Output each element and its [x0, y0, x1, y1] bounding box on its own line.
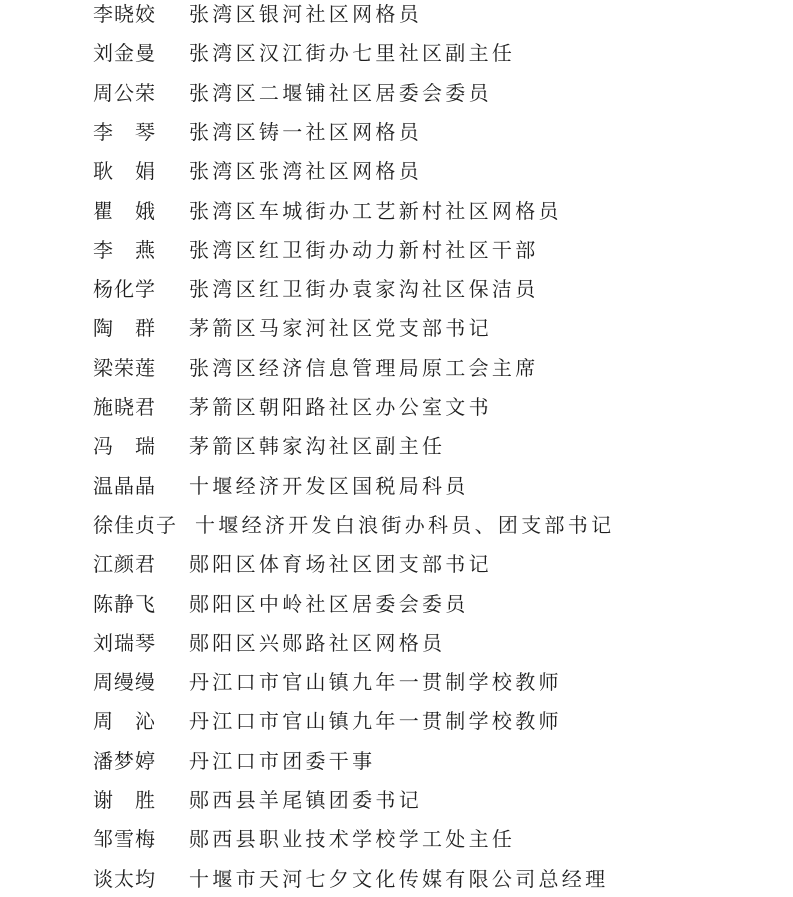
list-item [0, 307, 793, 346]
person-name: 周 沁 [93, 709, 156, 734]
person-name: 刘金曼 [93, 41, 156, 66]
person-position: 郧西县职业技术学校学工处主任 [189, 827, 516, 852]
person-position: 张湾区铸一社区网格员 [189, 119, 422, 144]
list-item [0, 425, 793, 464]
person-name: 李晓姣 [93, 2, 156, 26]
list-item [0, 583, 793, 622]
person-name: 江颜君 [93, 552, 156, 577]
list-item [0, 268, 793, 307]
person-position: 茅箭区韩家沟社区副主任 [189, 434, 446, 459]
list-item [0, 347, 793, 386]
person-name: 陶 群 [93, 316, 156, 341]
person-position: 丹江口市官山镇九年一贯制学校教师 [189, 670, 562, 695]
person-position: 张湾区张湾社区网格员 [189, 159, 422, 184]
person-name: 施晓君 [93, 395, 156, 419]
person-name: 耿 娟 [93, 159, 156, 184]
list-item [0, 32, 793, 71]
list-item [0, 818, 793, 857]
person-name: 潘梦婷 [93, 748, 156, 773]
person-position: 十堰经济开发区国税局科员 [189, 473, 469, 498]
person-position: 丹江口市团委干事 [189, 748, 376, 773]
person-position: 张湾区红卫街办动力新村社区干部 [189, 237, 539, 262]
list-item [0, 543, 793, 582]
list-item [0, 229, 793, 268]
person-name: 刘瑞琴 [93, 630, 156, 655]
person-position: 郧西县羊尾镇团委书记 [189, 788, 422, 812]
person-name: 李 琴 [93, 119, 156, 144]
person-position: 郧阳区兴郧路社区网格员 [189, 630, 446, 655]
person-name: 李 燕 [93, 237, 156, 262]
list-item [0, 858, 793, 897]
person-position: 茅箭区马家河社区党支部书记 [189, 316, 492, 341]
person-position: 十堰经济开发白浪街办科员、团支部书记 [195, 512, 615, 537]
list-item [0, 72, 793, 111]
person-position: 丹江口市官山镇九年一贯制学校教师 [189, 709, 562, 734]
person-position: 郧阳区中岭社区居委会委员 [189, 591, 469, 616]
list-item [0, 190, 793, 229]
person-name: 杨化学 [93, 277, 156, 302]
list-item [0, 504, 793, 543]
list-item [0, 150, 793, 189]
person-position: 郧阳区体育场社区团支部书记 [189, 552, 492, 577]
person-name: 徐佳贞子 [93, 512, 177, 537]
person-name: 周公荣 [93, 80, 156, 105]
person-position: 张湾区银河社区网格员 [189, 2, 422, 26]
list-item [0, 0, 793, 32]
list-item [0, 465, 793, 504]
person-name: 冯 瑞 [93, 434, 156, 459]
person-position: 十堰市天河七夕文化传媒有限公司总经理 [189, 866, 609, 891]
person-name: 谈太均 [93, 866, 156, 891]
person-position: 张湾区经济信息管理局原工会主席 [189, 355, 539, 380]
person-name: 梁荣莲 [93, 355, 156, 380]
list-item [0, 779, 793, 818]
list-item [0, 386, 793, 425]
list-item [0, 622, 793, 661]
person-name: 瞿 娥 [93, 198, 156, 223]
list-item [0, 740, 793, 779]
person-name: 陈静飞 [93, 591, 156, 616]
list-item [0, 661, 793, 700]
person-position: 张湾区车城街办工艺新村社区网格员 [189, 198, 562, 223]
person-position: 张湾区汉江街办七里社区副主任 [189, 41, 516, 66]
person-name: 谢 胜 [93, 788, 156, 812]
person-name: 邹雪梅 [93, 827, 156, 852]
person-name: 温晶晶 [93, 473, 156, 498]
list-item [0, 700, 793, 739]
list-item [0, 111, 793, 150]
person-position: 张湾区红卫街办袁家沟社区保洁员 [189, 277, 539, 302]
person-position: 茅箭区朝阳路社区办公室文书 [189, 395, 492, 419]
person-position: 张湾区二堰铺社区居委会委员 [189, 80, 492, 105]
person-name: 周缦缦 [93, 670, 156, 695]
